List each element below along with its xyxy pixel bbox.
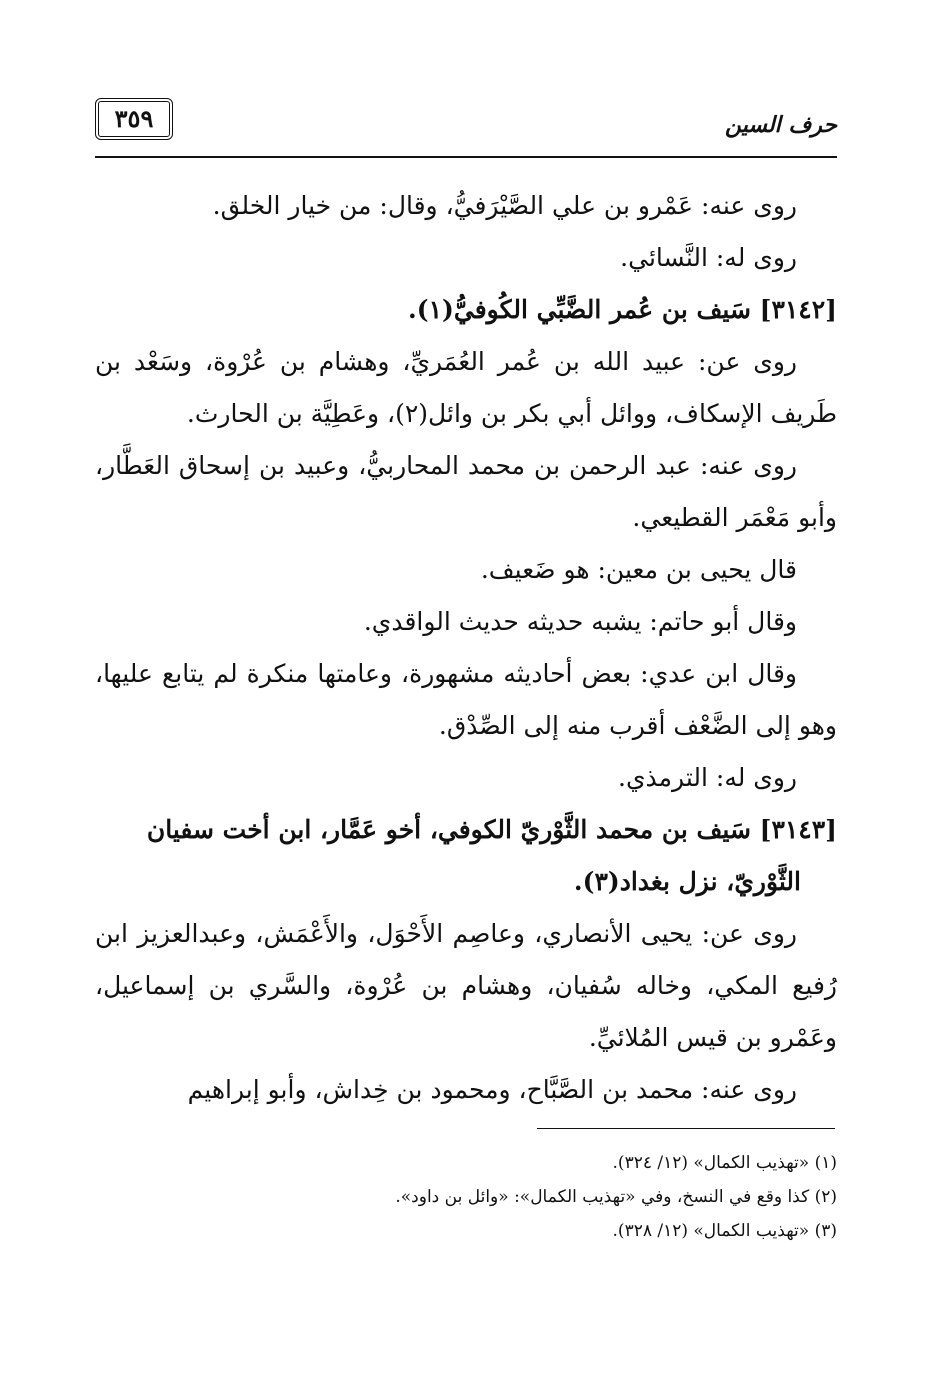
- paragraph: روى عن: عبيد الله بن عُمر العُمَريِّ، وهشام بن عُرْوة، وسَعْد بن طَريف الإسكاف، ووائل أبي بكر بن وائل(٢)، وعَطِيَّة بن الحارث.: [95, 347, 837, 428]
- paragraph: روى له: الترمذي.: [618, 763, 797, 792]
- page-number: ٣٥٩: [95, 98, 173, 140]
- paragraph: قال يحيى بن معين: هو ضَعيف.: [480, 555, 797, 584]
- paragraph: روى عنه: عبد الرحمن بن محمد المحاربيُّ، وعبيد بن إسحاق العَطَّار، وأبو مَعْمَر القطيعي.: [95, 451, 837, 532]
- header-divider: [95, 156, 837, 158]
- paragraph: روى عنه: محمد بن الصَّبَّاح، ومحمود بن خِداش، وأبو إبراهيم: [187, 1075, 797, 1104]
- paragraph: روى عن: يحيى الأنصاري، وعاصِم الأَحْوَل، والأَعْمَش، وعبدالعزيز ابن رُفيع المكي، وخاله سُفيان، وهشام بن عُرْوة، والسَّري بن إسماعيل، وعَمْرو بن قيس المُلائيِّ.: [95, 919, 837, 1052]
- footnotes: [95, 1146, 837, 1248]
- paragraph: روى عنه: عَمْرو بن علي الصَّيْرَفيُّ، وقال: من خيار الخلق.: [212, 191, 797, 220]
- main-text: [95, 180, 837, 1116]
- entry-heading: [٣١٤٢] سَيف بن عُمر الضَّبِّي الكُوفيُّ(١).: [408, 295, 837, 324]
- footnote: (١) «تهذيب الكمال» (١٢/ ٣٢٤).: [612, 1153, 837, 1173]
- footnote-divider: [537, 1128, 835, 1129]
- paragraph: وقال أبو حاتم: يشبه حديثه حديث الواقدي.: [363, 607, 797, 636]
- paragraph: وقال ابن عدي: بعض أحاديثه مشهورة، وعامتها منكرة لم يتابع عليها، وهو إلى الضَّعْف أقرب منه إلى الصِّدْق.: [95, 659, 837, 740]
- entry-heading-continuation: الثَّوْريّ، نزل بغداد(٣).: [573, 867, 801, 896]
- footnote: (٢) كذا وقع في النسخ، وفي «تهذيب الكمال»: «وائل بن داود».: [395, 1187, 837, 1207]
- paragraph: روى له: النَّسائي.: [620, 243, 797, 272]
- entry-heading: [٣١٤٣] سَيف بن محمد الثَّوْريّ الكوفي، أخو عَمَّار، ابن أخت سفيان: [146, 815, 837, 844]
- chapter-title: حرف السين: [724, 112, 837, 138]
- footnote: (٣) «تهذيب الكمال» (١٢/ ٣٢٨).: [612, 1221, 837, 1241]
- page-header: [95, 98, 837, 160]
